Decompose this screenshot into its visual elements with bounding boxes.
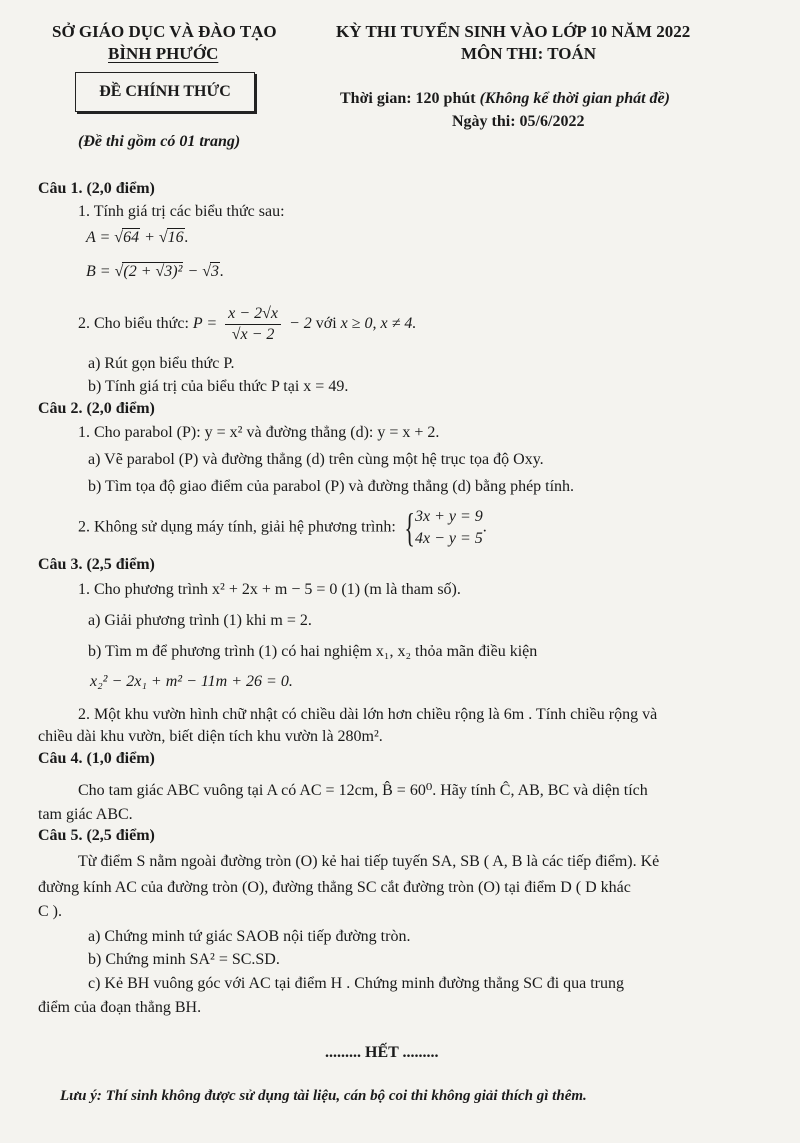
q1-part1: 1. Tính giá trị các biểu thức sau: (78, 203, 285, 220)
q4-line2: tam giác ABC. (38, 806, 133, 823)
official-exam-box (75, 72, 255, 112)
q5-part-b: b) Chứng minh SA² = SC.SD. (88, 951, 280, 968)
q5-title: Câu 5. (2,5 điểm) (38, 827, 155, 844)
q5-part-c-line1: c) Kẻ BH vuông góc với AC tại điểm H . Chứng minh đường thẳng SC đi qua trung (88, 975, 625, 992)
q5-part-c-line2: điểm của đoạn thẳng BH. (38, 999, 202, 1016)
time-note: (Không kể thời gian phát đề) (479, 90, 670, 107)
q5-line1: Từ điểm S nằm ngoài đường tròn (O) kẻ hai tiếp tuyến SA, SB ( A, B là các tiếp điểm). Kẻ (78, 853, 660, 870)
q1-part2b: b) Tính giá trị của biểu thức P tại x = 49. (88, 378, 349, 395)
q3-part1a: a) Giải phương trình (1) khi m = 2. (88, 612, 312, 629)
q4-title: Câu 4. (1,0 điểm) (38, 750, 155, 767)
q3-part1b: b) Tìm m để phương trình (1) có hai nghiệm x₁, x₂ thỏa mãn điều kiện (88, 643, 538, 660)
q3-part2-line1: 2. Một khu vườn hình chữ nhật có chiều dài lớn hơn chiều rộng là 6m . Tính chiều rộng và (78, 706, 658, 723)
q2-part2: 2. Không sử dụng máy tính, giải hệ phương trình: { 3x + y = 9 4x − y = 5 . (78, 505, 487, 550)
q3-part1: 1. Cho phương trình x² + 2x + m − 5 = 0 (1) (m là tham số). (78, 581, 461, 598)
q1-part2: 2. Cho biểu thức: P = $\frac{x - 2√x}{√x - 2}$ − 2 với x ≥ 0, x ≠ 4. (78, 305, 417, 343)
q3-condition: x₂² − 2x₁ + m² − 11m + 26 = 0. (90, 673, 293, 690)
exam-title: KỲ THI TUYỂN SINH VÀO LỚP 10 NĂM 2022 (336, 22, 691, 41)
q4-line1: Cho tam giác ABC vuông tại A có AC = 12cm, B̂ = 60⁰. Hãy tính Ĉ, AB, BC và diện tích (78, 782, 648, 799)
q5-line2: đường kính AC của đường tròn (O), đường thẳng SC cắt đường tròn (O) tại điểm D ( D khác (38, 879, 631, 896)
q2-part1: 1. Cho parabol (P): y = x² và đường thẳng (d): y = x + 2. (78, 424, 440, 441)
q2-part1b: b) Tìm tọa độ giao điểm của parabol (P) và đường thẳng (d) bằng phép tính. (88, 478, 575, 495)
q5-line3: C ). (38, 903, 62, 920)
exam-date: Ngày thi: 05/6/2022 (452, 113, 585, 130)
time-line (340, 90, 670, 108)
q1-expr-b: B = √(2 + √3)² − √3. (86, 263, 224, 280)
pages-note: (Đề thi gồm có 01 trang) (78, 133, 241, 150)
q2-part1a: a) Vẽ parabol (P) và đường thẳng (d) trên cùng một hệ trục tọa độ Oxy. (88, 451, 544, 468)
exam-subject: MÔN THI: TOÁN (461, 44, 597, 63)
q2-title: Câu 2. (2,0 điểm) (38, 400, 155, 417)
brace-icon: { (404, 505, 415, 550)
time-label: Thời gian: 120 phút (340, 90, 476, 107)
department-name: SỞ GIÁO DỤC VÀ ĐÀO TẠO (52, 22, 277, 41)
q3-title: Câu 3. (2,5 điểm) (38, 556, 155, 573)
q1-title: Câu 1. (2,0 điểm) (38, 180, 155, 197)
footer-note: Lưu ý: Thí sinh không được sử dụng tài liệu, cán bộ coi thi không giải thích gì thêm. (60, 1088, 587, 1104)
q1-fraction: $\frac{x - 2√x}{√x - 2}$ (225, 305, 281, 344)
q5-part-a: a) Chứng minh tứ giác SAOB nội tiếp đường tròn. (88, 928, 411, 945)
q1-part2a: a) Rút gọn biểu thức P. (88, 355, 235, 372)
end-mark: ......... HẾT ......... (325, 1044, 439, 1061)
q1-expr-a: A = √64 + √16. (86, 229, 189, 246)
official-label: ĐỀ CHÍNH THỨC (99, 83, 231, 100)
equation-system: { 3x + y = 9 4x − y = 5 (404, 505, 483, 550)
province-name: BÌNH PHƯỚC (108, 44, 219, 63)
q3-part2-line2: chiều dài khu vườn, biết diện tích khu vườn là 280m². (38, 728, 383, 745)
